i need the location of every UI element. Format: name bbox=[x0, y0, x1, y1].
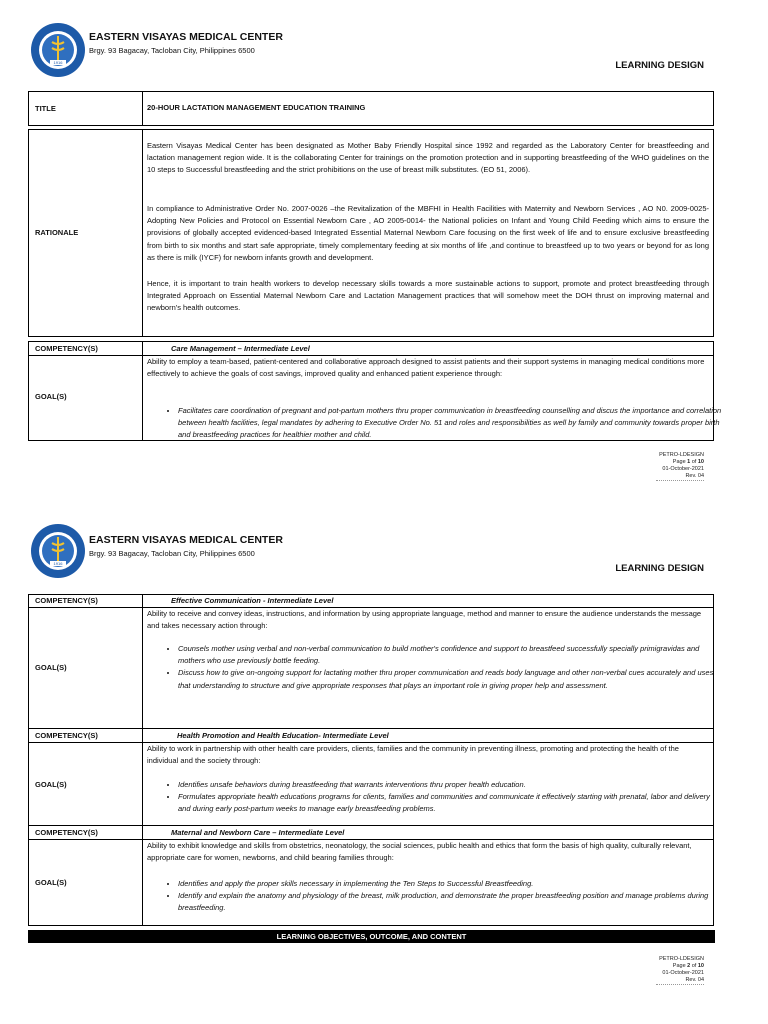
competency-section bbox=[28, 728, 714, 826]
footer-page: Page 1 of 10 bbox=[672, 459, 704, 465]
competency-section bbox=[28, 594, 714, 729]
goal-intro: Ability to exhibit knowledge and skills from obstetrics, neonatology, the social sciences, public health and ethics that form the basis of high quality, culturally relevant, appropriate care for women, newborns, and child bearing families through: bbox=[147, 841, 692, 863]
goal-item: • Identifies unsafe behaviors during breastfeeding that warrants interventions thru proper health education. bbox=[178, 779, 723, 791]
svg-text:1916: 1916 bbox=[53, 561, 63, 566]
title-label: TITLE bbox=[35, 104, 56, 113]
document-page-1 bbox=[0, 0, 768, 496]
competency-label: COMPETENCY(S) bbox=[35, 344, 98, 353]
org-address: Brgy. 93 Bagacay, Tacloban City, Philippines 6500 bbox=[89, 549, 255, 558]
goal-list bbox=[162, 878, 723, 915]
competency-value: Health Promotion and Health Education- Intermediate Level bbox=[177, 731, 389, 740]
section-banner: LEARNING OBJECTIVES, OUTCOME, AND CONTENT bbox=[28, 930, 715, 943]
footer-page: Page 2 of 10 bbox=[672, 963, 704, 969]
rationale-paragraph: Eastern Visayas Medical Center has been designated as Mother Baby Friendly Hospital since 1992 and regarded as the Laboratory Center for breastfeeding and lactation management region wide. It is the collaborating Center for trainings on the promotion protection and in supporting breastfeeding of the WHO guidelines on the 10 steps to Successful breastfeeding and the strict prohibitions on the use of breast milk substitutes. (EO 51, 2006). bbox=[147, 141, 709, 175]
competency-label: COMPETENCY(S) bbox=[35, 828, 98, 837]
goal-item: • Identify and explain the anatomy and physiology of the breast, milk production, and demonstrate the proper breastfeeding position and manage problems during breastfeeding. bbox=[178, 890, 723, 914]
page-footer bbox=[656, 956, 704, 985]
goal-item: • Identifies and apply the proper skills necessary in implementing the Ten Steps to Successful Breastfeeding. bbox=[178, 878, 723, 890]
svg-text:1916: 1916 bbox=[53, 60, 63, 65]
evmc-logo bbox=[30, 22, 86, 78]
document-type: LEARNING DESIGN bbox=[615, 60, 704, 71]
competency-value: Effective Communication - Intermediate Level bbox=[171, 596, 334, 605]
goal-label: GOAL(S) bbox=[35, 663, 67, 672]
goal-item: • Discuss how to give on-ongoing support for lactating mother thru proper communication and reads body language and other non-verbal cues accurately and uses that understanding to structure and give appropriate responses that plays an important role in giving proper help and assessment. bbox=[178, 667, 723, 691]
goal-item: • Formulates appropriate health educations programs for clients, families and communities and communicate it effectively starting with prenatal, labor and delivery and during early post-partum weeks to manage early breastfeeding problems. bbox=[178, 791, 723, 815]
document-type: LEARNING DESIGN bbox=[615, 563, 704, 574]
footer-date: 01-October-2021 bbox=[662, 970, 704, 976]
goal-label: GOAL(S) bbox=[35, 780, 67, 789]
rationale-paragraph: Hence, it is important to train health workers to develop necessary skills towards a more sustainable actions to support, promote and protect breastfeeding through Integrated Approach on Essential Maternal Newborn Care and Lactation Management practices that will somehow meet the DOH thrust on improving maternal and newborn's health outcomes. bbox=[147, 279, 709, 313]
competency-value: Care Management – Intermediate Level bbox=[171, 344, 310, 353]
footer-code: PETRO-LDESIGN bbox=[659, 452, 704, 458]
goal-label: GOAL(S) bbox=[35, 878, 67, 887]
title-value: 20-HOUR LACTATION MANAGEMENT EDUCATION TRAINING bbox=[147, 103, 366, 112]
footer-code: PETRO-LDESIGN bbox=[659, 956, 704, 962]
page-footer bbox=[656, 452, 704, 481]
footer-date: 01-October-2021 bbox=[662, 466, 704, 472]
competency-value: Maternal and Newborn Care – Intermediate Level bbox=[171, 828, 345, 837]
footer-rev: Rev. 04 bbox=[685, 977, 704, 983]
competency-section bbox=[28, 825, 714, 926]
org-name: EASTERN VISAYAS MEDICAL CENTER bbox=[89, 31, 283, 43]
goal-item: • Counsels mother using verbal and non-verbal communication to build mother's confidence and support to breastfeed successfully specially primigravidas and mothers who use previously bottle feeding. bbox=[178, 643, 723, 667]
footer-rev: Rev. 04 bbox=[685, 473, 704, 479]
goal-item: • Facilitates care coordination of pregnant and pot-partum mothers thru proper communication in breastfeeding counselling and discus the importance and correlation between health facilities, legal mandates by adhering to Executive Order No. 51 and roles and responsibilities as well by family and community towards proper birth and breastfeeding practices for healthier mother and child. bbox=[178, 405, 723, 442]
competency-section bbox=[28, 341, 722, 441]
competency-label: COMPETENCY(S) bbox=[35, 731, 98, 740]
evmc-logo bbox=[30, 523, 86, 579]
goal-list bbox=[162, 779, 723, 816]
goal-label: GOAL(S) bbox=[35, 392, 67, 401]
competency-label: COMPETENCY(S) bbox=[35, 596, 98, 605]
goal-list bbox=[162, 405, 723, 442]
org-address: Brgy. 93 Bagacay, Tacloban City, Philippines 6500 bbox=[89, 46, 255, 55]
title-row bbox=[28, 91, 714, 126]
rationale-paragraph: In compliance to Administrative Order No. 2007-0026 –the Revitalization of the MBFHI in Health Facilities with Maternity and Newborn Services , AO N0. 2009-0025- Adopting New Policies and Protocol on Essential Newborn Care , AO 2005-0014- the National policies on Infant and Young Child Feeding which aims to ensure the provisions of globally accepted evidenced-based Integrated Essential Maternal Newborn Care focusing on the first week of life and to ensure exclusive breastfeeding from birth to six months and start safe appropriate, timely complementary feeding at six months of life ,and continue to breastfeed up to two years or beyond for as long as there is milk (IYCF) for newborn infants growth and development. bbox=[147, 204, 709, 262]
org-name: EASTERN VISAYAS MEDICAL CENTER bbox=[89, 534, 283, 546]
rationale-label: RATIONALE bbox=[35, 228, 79, 237]
goal-intro: Ability to receive and convey ideas, instructions, and information by using appropriate language, method and manner to ensure the audience understands the message and takes necessary action through: bbox=[147, 609, 702, 631]
goal-list bbox=[162, 643, 723, 692]
rationale-row bbox=[28, 129, 714, 337]
goal-intro: Ability to work in partnership with other health care providers, clients, families and the community in preventing illness, promoting and protecting the health of the individual and the society through: bbox=[147, 744, 679, 766]
goal-intro: Ability to employ a team-based, patient-centered and collaborative approach designed to assist patients and their support systems in managing medical conditions more effectively to achieve the goals of cost savings, improved quality and enhanced patient experience through: bbox=[147, 357, 705, 379]
